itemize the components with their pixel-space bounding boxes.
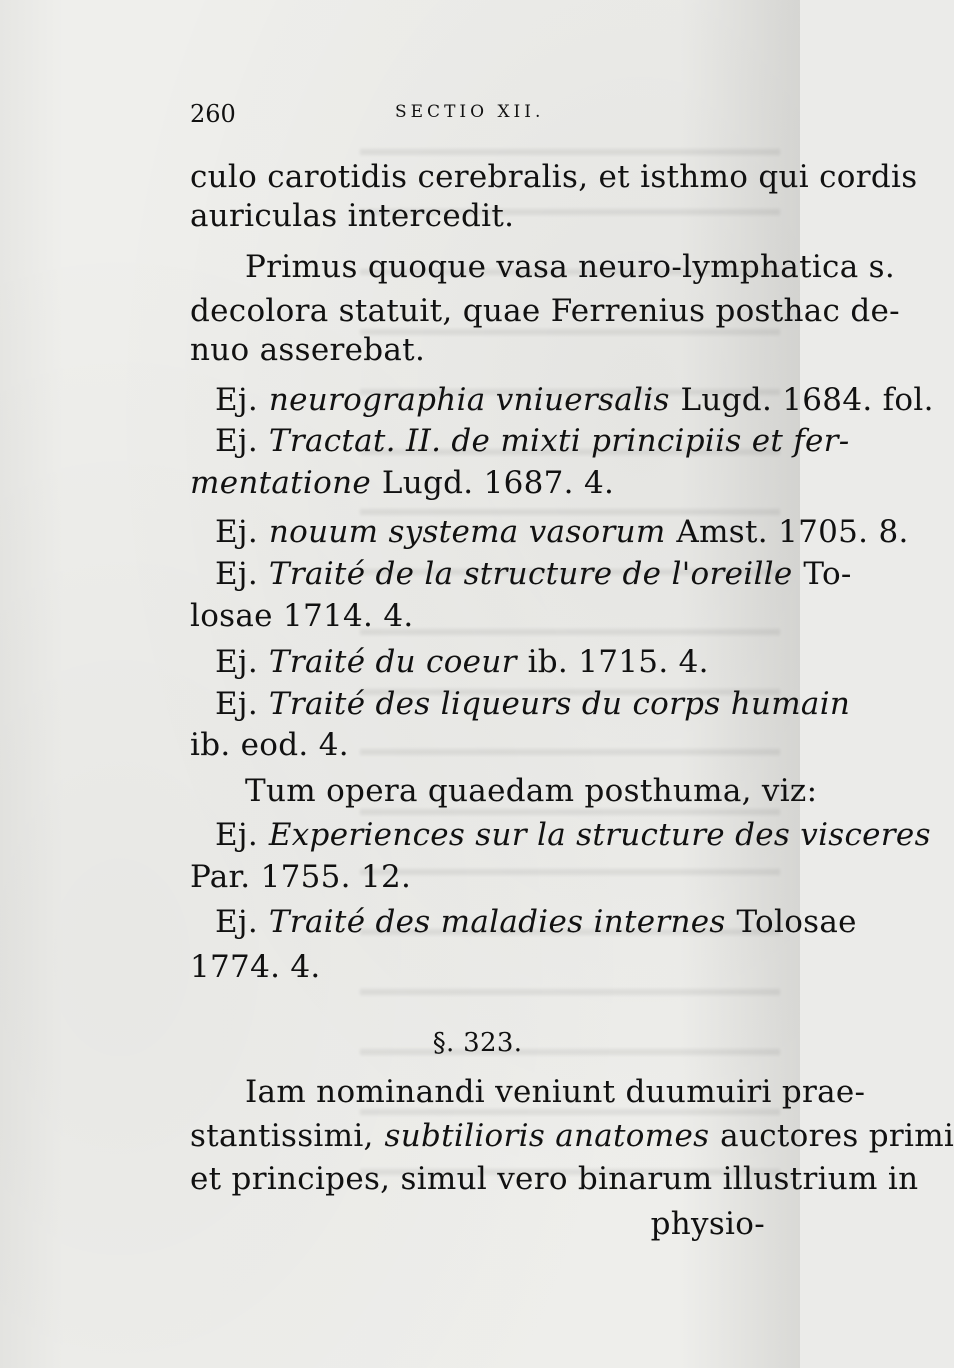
- text-line: Iam nominandi veniunt duumuiri prae-: [245, 1074, 866, 1110]
- catchword: physio-: [650, 1206, 765, 1242]
- text-line: auriculas intercedit.: [190, 198, 515, 234]
- page-number: 260: [190, 100, 236, 128]
- citation-line: Ej. Traité des liqueurs du corps humain: [215, 686, 851, 722]
- citation-line: Ej. Traité des maladies internes Tolosae: [215, 904, 857, 940]
- citation-line: Ej. Traité du coeur ib. 1715. 4.: [215, 644, 709, 680]
- text-line: losae 1714. 4.: [190, 598, 414, 634]
- section-heading: §. 323.: [432, 1028, 523, 1058]
- citation-line: Ej. Experiences sur la structure des visceres: [215, 817, 931, 853]
- citation-line: Ej. nouum systema vasorum Amst. 1705. 8.: [215, 514, 909, 550]
- citation-line: Ej. Tractat. II. de mixti principiis et fer-: [215, 423, 850, 459]
- text-line: culo carotidis cerebralis, et isthmo qui cordis: [190, 159, 918, 195]
- text-line: Tum opera quaedam posthuma, viz:: [245, 773, 818, 809]
- text-line: Par. 1755. 12.: [190, 859, 412, 895]
- running-head: SECTIO XII.: [395, 102, 545, 122]
- citation-line: Ej. Traité de la structure de l'oreille To-: [215, 556, 852, 592]
- text-line: et principes, simul vero binarum illustrium in: [190, 1161, 919, 1197]
- text-line: Primus quoque vasa neuro-lymphatica s.: [245, 249, 896, 285]
- text-line: decolora statuit, quae Ferrenius posthac de-: [190, 293, 900, 329]
- text-line: stantissimi, subtilioris anatomes auctores primi: [190, 1118, 954, 1154]
- citation-line: Ej. neurographia vniuersalis Lugd. 1684. fol.: [215, 382, 934, 418]
- text-line: ib. eod. 4.: [190, 727, 349, 763]
- text-line: 1774. 4.: [190, 949, 321, 985]
- citation-line: mentatione Lugd. 1687. 4.: [190, 465, 615, 501]
- text-line: nuo asserebat.: [190, 332, 426, 368]
